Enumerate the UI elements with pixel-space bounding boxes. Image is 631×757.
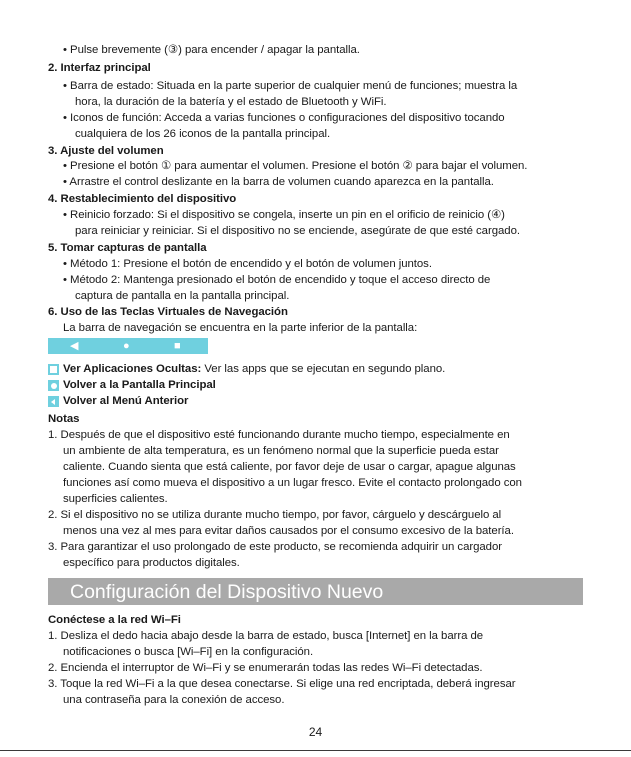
home-circle-icon: ● [123,340,130,352]
wifi-step-line: 3. Toque la red Wi–Fi a la que desea conectarse. Si elige una red encriptada, deberá ingresar [48,678,516,690]
wifi-heading: Conéctese a la red Wi–Fi [48,614,181,626]
back-triangle-icon [48,396,59,407]
note-line: funciones así como mueva el dispositivo a un lugar fresco. Evite el contacto prolongado con [63,477,522,489]
instruction-line: hora, la duración de la batería y el estado de Bluetooth y WiFi. [75,96,387,108]
section-heading: 6. Uso de las Teclas Virtuales de Navegación [48,306,288,318]
section-title: Configuración del Dispositivo Nuevo [70,581,384,603]
nav-key-label: Volver a la Pantalla Principal [63,379,216,391]
instruction-line: • Barra de estado: Situada en la parte superior de cualquier menú de funciones; muestra la [63,80,518,92]
square-icon [48,364,59,375]
instruction-line: • Reinicio forzado: Si el dispositivo se congela, inserte un pin en el orificio de reinicio (④) [63,209,505,221]
instruction-line: para reiniciar y reiniciar. Si el dispositivo no se enciende, asegúrate de que esté cargado. [75,225,520,237]
note-line: menos una vez al mes para evitar daños causados por el consumo excesivo de la batería. [63,525,514,537]
section-heading: 3. Ajuste del volumen [48,145,164,157]
circle-icon [48,380,59,391]
instruction-line: • Pulse brevemente (③) para encender / apagar la pantalla. [63,44,360,56]
wifi-step-line: 1. Desliza el dedo hacia abajo desde la barra de estado, busca [Internet] en la barra de [48,630,484,642]
section-heading: 2. Interfaz principal [48,62,151,74]
instruction-line: captura de pantalla en la pantalla principal. [75,290,290,302]
note-line: superficies calientes. [63,493,168,505]
instruction-line: • Método 1: Presione el botón de encendido y el botón de volumen juntos. [63,258,432,270]
wifi-step-line: una contraseña para la conexión de acceso. [63,694,285,706]
instruction-line: • Método 2: Mantenga presionado el botón de encendido y toque el acceso directo de [63,274,491,286]
page-number: 24 [308,725,323,739]
note-line: 1. Después de que el dispositivo esté funcionando durante mucho tiempo, especialmente en [48,429,510,441]
nav-key-label: Volver al Menú Anterior [63,395,189,407]
recents-square-icon: ■ [174,340,181,352]
nav-key-desc: Ver las apps que se ejecutan en segundo plano. [201,363,446,375]
instruction-line: La barra de navegación se encuentra en la parte inferior de la pantalla: [63,322,418,334]
nav-key-label: Ver Aplicaciones Ocultas: [63,363,202,375]
section-title-bar [48,578,583,605]
back-triangle-icon: ◀ [70,340,79,352]
note-line: un ambiente de alta temperatura, es un fenómeno normal que la superficie pueda estar [63,445,499,457]
navigation-bar-illustration [48,338,208,354]
section-heading: 4. Restablecimiento del dispositivo [48,193,237,205]
note-line: 3. Para garantizar el uso prolongado de este producto, se recomienda adquirir un cargador [48,541,502,553]
note-line: caliente. Cuando sienta que está caliente, por favor deje de usar o cargar, apague algunas [63,461,516,473]
bottom-divider [0,750,631,751]
instruction-line: cualquiera de los 26 iconos de la pantalla principal. [75,128,331,140]
wifi-step-line: notificaciones o busca [Wi–Fi] en la configuración. [63,646,314,658]
wifi-step-line: 2. Encienda el interruptor de Wi–Fi y se enumerarán todas las redes Wi–Fi detectadas. [48,662,483,674]
section-heading: 5. Tomar capturas de pantalla [48,242,207,254]
instruction-line: • Arrastre el control deslizante en la barra de volumen cuando aparezca en la pantalla. [63,176,494,188]
note-line: 2. Si el dispositivo no se utiliza durante mucho tiempo, por favor, cárguelo y descárguelo al [48,509,502,521]
notes-heading: Notas [48,413,80,425]
nav-key-row [63,361,445,377]
instruction-line: • Iconos de función: Acceda a varias funciones o configuraciones del dispositivo tocando [63,112,505,124]
note-line: específico para productos digitales. [63,557,240,569]
instruction-line: • Presione el botón ① para aumentar el volumen. Presione el botón ② para bajar el volumen. [63,160,528,172]
